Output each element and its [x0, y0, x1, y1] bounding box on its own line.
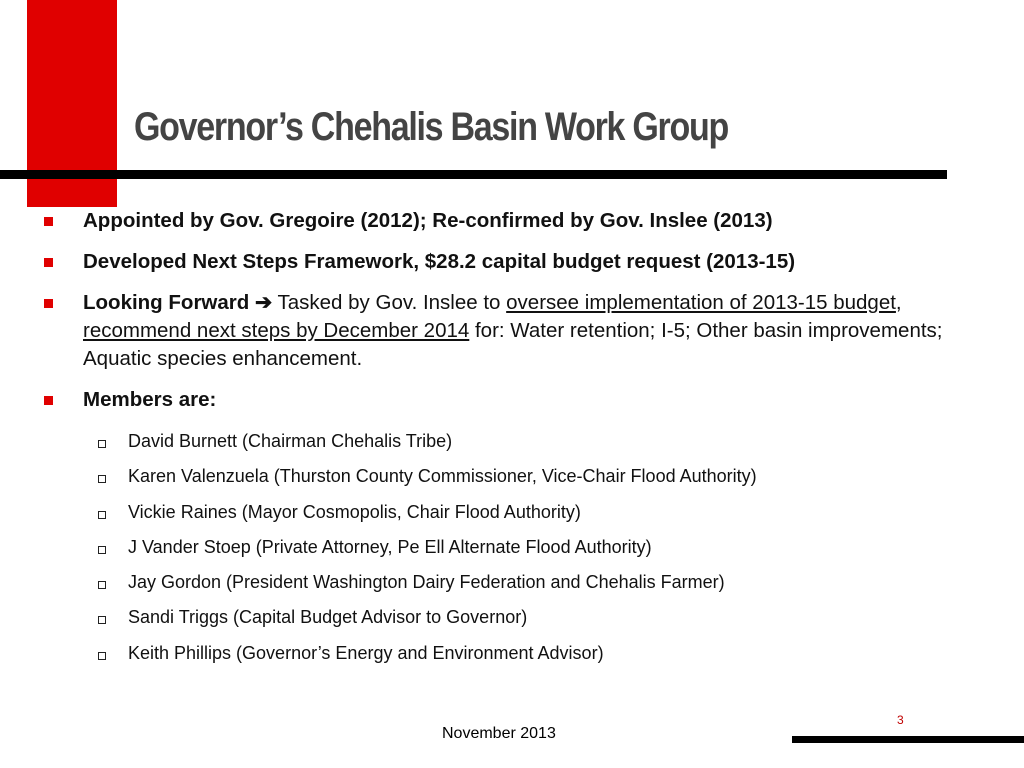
underlined-phrase-oversee: oversee implementation of 2013-15 budget [506, 291, 896, 314]
bullet-looking-forward [44, 289, 964, 373]
square-bullet-icon [44, 217, 53, 226]
bullet-framework [44, 248, 964, 276]
bullet-lead: Looking Forward [83, 291, 250, 314]
bullet-list [44, 207, 964, 427]
checkbox-bullet-icon [98, 546, 106, 554]
member-text: David Burnett (Chairman Chehalis Tribe) [128, 431, 453, 451]
bullet-text: Developed Next Steps Framework, $28.2 capital budget request (2013-15) [83, 250, 796, 273]
bullet-appointed [44, 207, 964, 235]
member-text: Sandi Triggs (Capital Budget Advisor to Governor) [128, 607, 528, 628]
checkbox-bullet-icon [98, 440, 106, 448]
member-text: J Vander Stoep (Private Attorney, Pe Ell Alternate Flood Authority) [128, 536, 652, 557]
member-item [98, 606, 978, 641]
footer-date: November 2013 [442, 725, 556, 742]
checkbox-bullet-icon [98, 511, 106, 519]
member-item [98, 642, 978, 677]
page-number: 3 [897, 713, 904, 727]
bullet-text: for: Water retention; I-5; Other basin improvements; Aquatic species enhancement. [83, 319, 943, 370]
member-text: Jay Gordon (President Washington Dairy Federation and Chehalis Farmer) [128, 572, 725, 593]
bullet-members [44, 386, 964, 414]
checkbox-bullet-icon [98, 581, 106, 589]
member-text: Vickie Raines (Mayor Cosmopolis, Chair Flood Authority) [128, 501, 581, 522]
bullet-text: Members are: [83, 388, 217, 411]
member-item [98, 536, 978, 571]
bullet-text: , [895, 291, 902, 314]
member-text: Keith Phillips (Governor’s Energy and Environment Advisor) [128, 642, 604, 663]
member-item [98, 501, 978, 536]
checkbox-bullet-icon [98, 652, 106, 660]
bullet-text: Appointed by Gov. Gregoire (2012); Re-confirmed by Gov. Inslee (2013) [83, 209, 773, 232]
members-list [98, 430, 978, 677]
underlined-phrase-recommend: recommend next steps by December 2014 [83, 319, 470, 342]
arrow-right-icon: ➔ [254, 291, 273, 314]
member-item [98, 465, 978, 500]
square-bullet-icon [44, 396, 53, 405]
member-item [98, 430, 978, 465]
bullet-text: Tasked by Gov. Inslee to [272, 291, 507, 314]
checkbox-bullet-icon [98, 475, 106, 483]
square-bullet-icon [44, 299, 53, 308]
member-text: Karen Valenzuela (Thurston County Commissioner, Vice-Chair Flood Authority) [128, 466, 757, 487]
footer-divider [792, 736, 1024, 743]
checkbox-bullet-icon [98, 616, 106, 624]
square-bullet-icon [44, 258, 53, 267]
member-item [98, 571, 978, 606]
slide-title: Governor’s Chehalis Basin Work Group [134, 105, 728, 149]
title-divider [0, 170, 947, 179]
